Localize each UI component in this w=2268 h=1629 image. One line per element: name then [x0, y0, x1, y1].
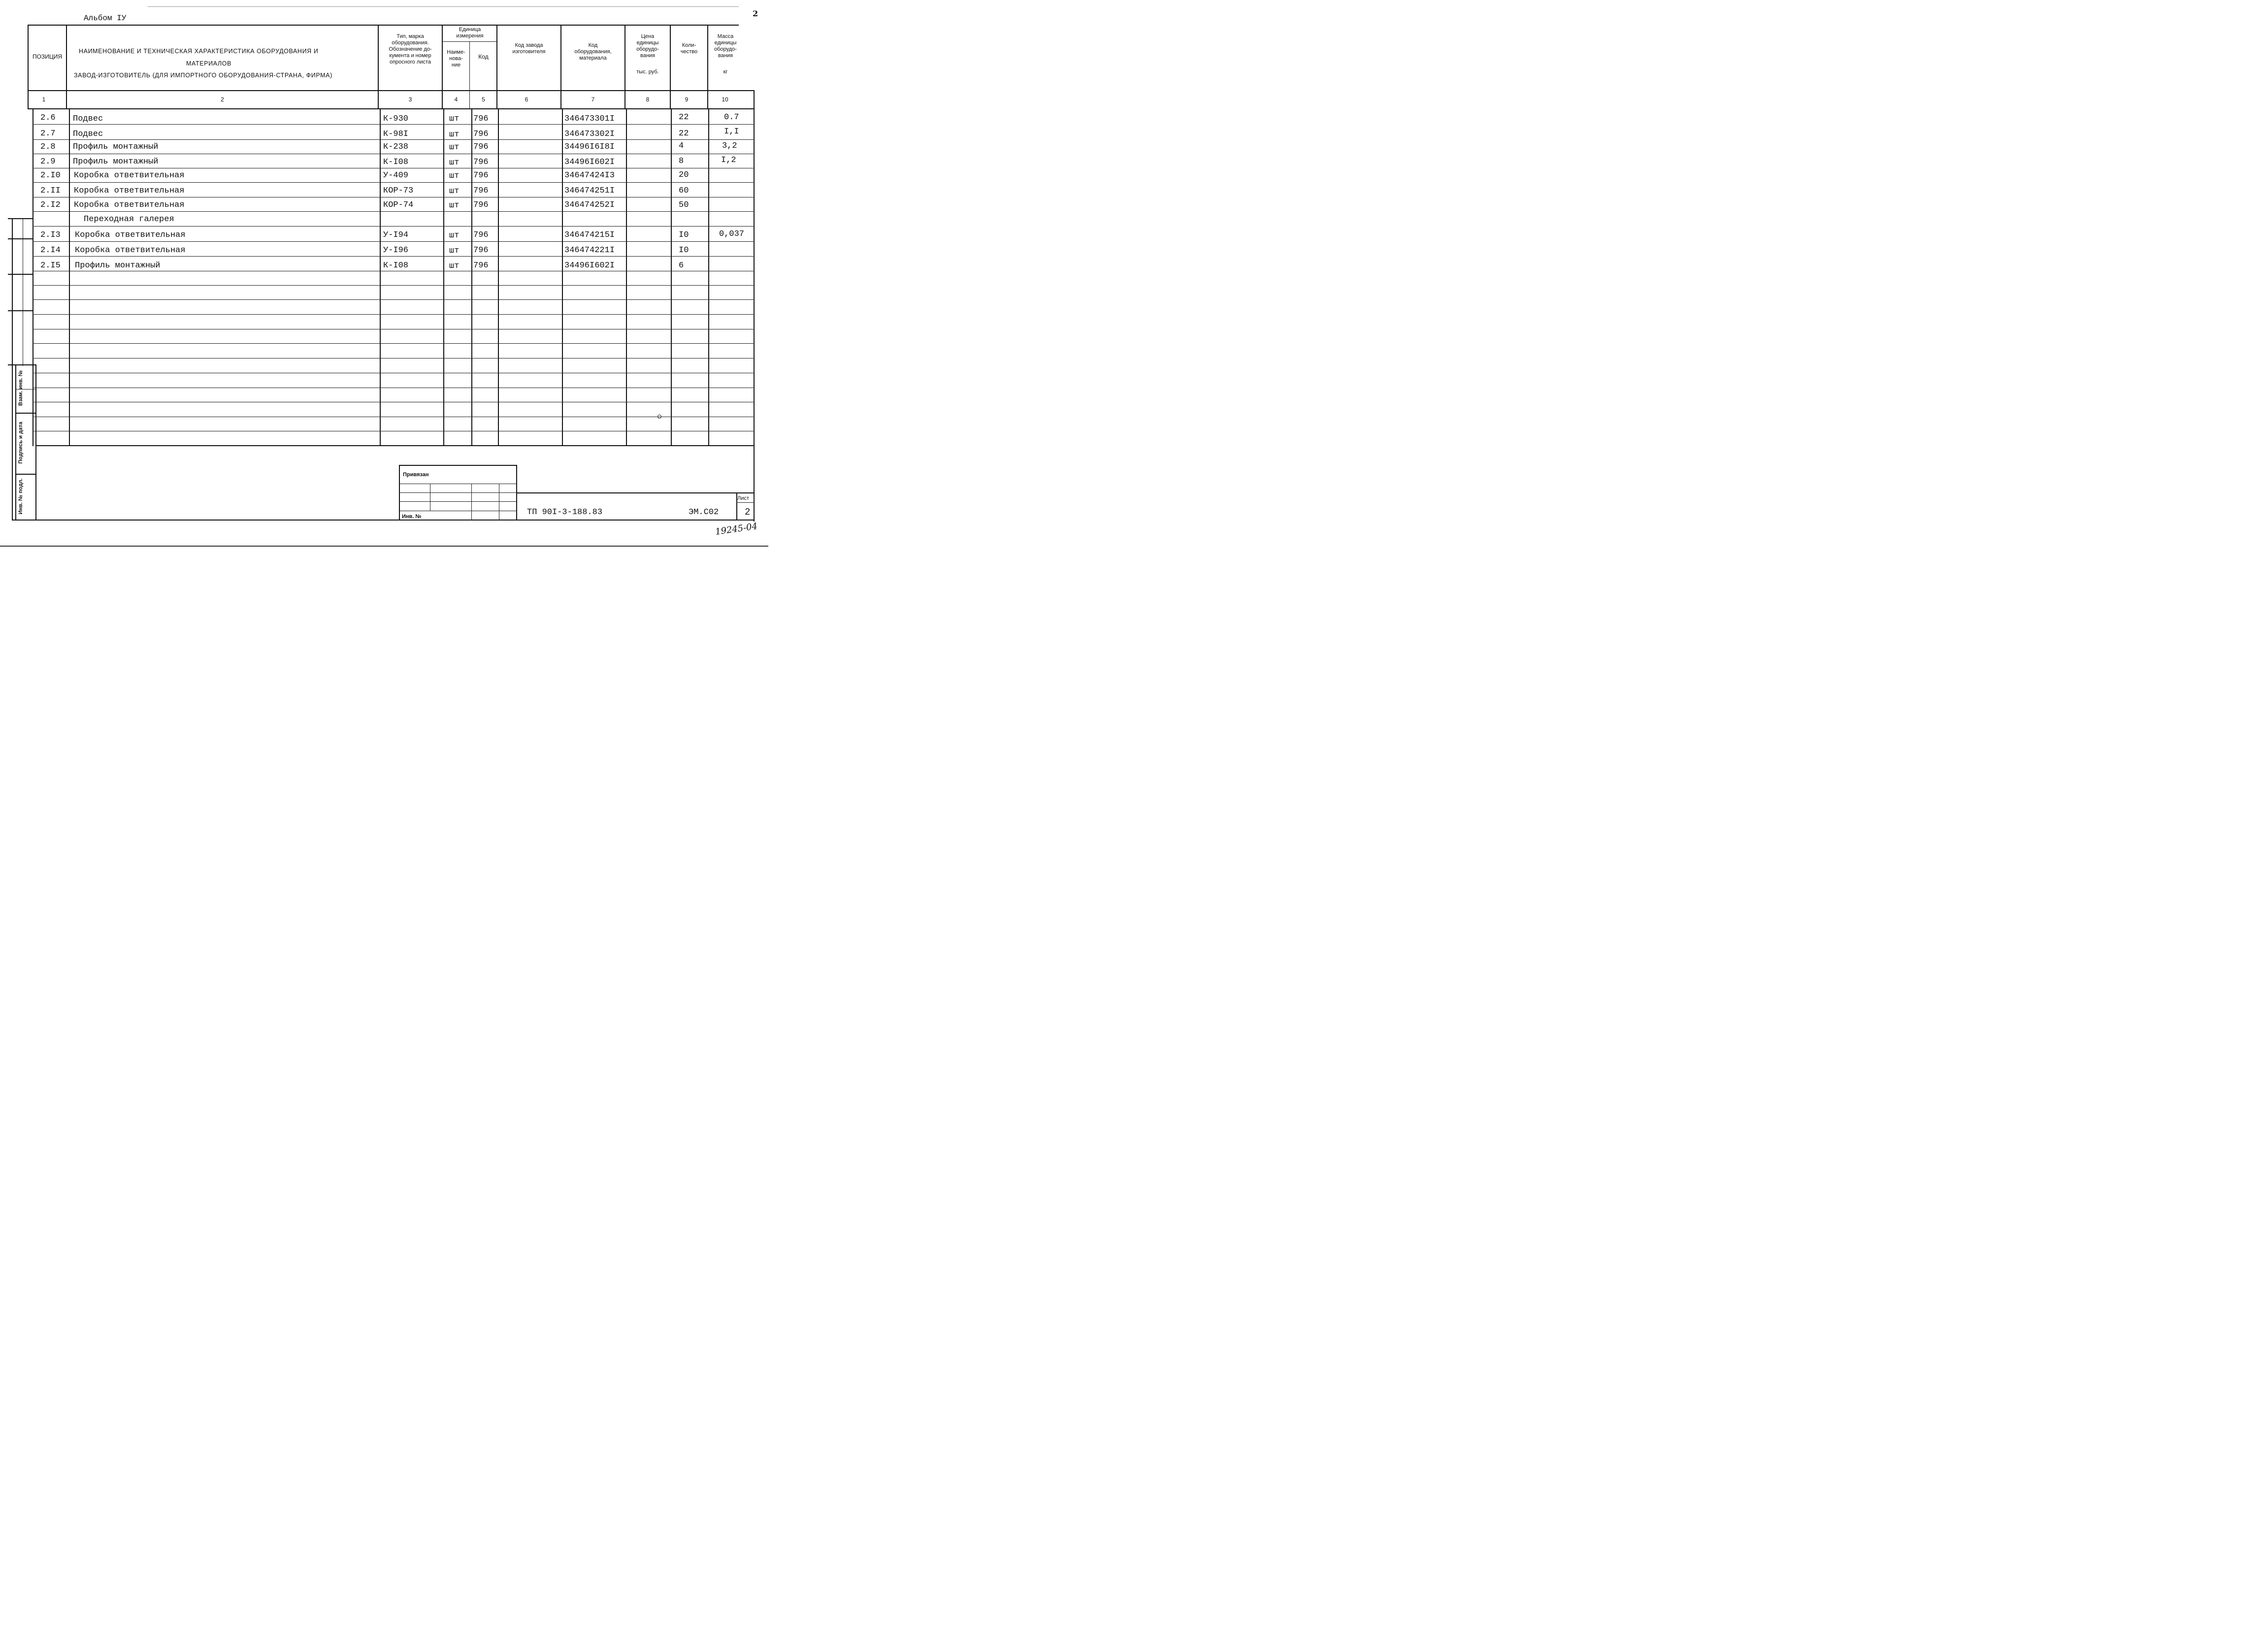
frame-right-line: [754, 90, 755, 521]
cell-type: У-I94: [383, 230, 409, 240]
header-price-line: вания: [640, 53, 655, 59]
handwritten-archive-number: 19245-04: [714, 521, 758, 537]
cell-position: 2.I4: [40, 246, 61, 255]
cell-unit: шт: [449, 187, 460, 196]
list-label: Лист: [737, 495, 749, 501]
row-line: [33, 343, 755, 344]
cell-name: Подвес: [73, 130, 103, 139]
stamp-line: [399, 465, 400, 521]
cell-position: 2.9: [40, 157, 56, 166]
header-type-line: оборудования.: [392, 40, 429, 46]
col-line-5b: [498, 108, 499, 446]
header-mass-line: оборудо-: [714, 46, 737, 52]
header-price-line: единицы: [636, 40, 659, 46]
column-number: 2: [221, 96, 224, 103]
col-line-9b: [708, 108, 709, 446]
row-line: [33, 124, 755, 125]
side-strip-line: [8, 310, 33, 311]
col-line-4b: [471, 108, 472, 446]
cell-unit: шт: [449, 246, 460, 256]
col-line-7b: [626, 108, 627, 446]
cell-equipment-code: 346474221I: [564, 246, 615, 255]
cell-position: 2.I3: [40, 230, 61, 240]
list-number: 2: [745, 507, 751, 518]
column-number: 9: [685, 96, 689, 103]
cell-unit: шт: [449, 143, 460, 152]
header-mass-unit: кг: [723, 69, 728, 75]
col-line-1b: [69, 108, 70, 446]
cell-equipment-code: 346474252I: [564, 200, 615, 210]
cell-unit-code: 796: [473, 142, 489, 152]
col-line-4: [469, 41, 470, 108]
cell-unit-code: 796: [473, 158, 489, 167]
cell-unit: шт: [449, 261, 460, 271]
header-equipment-code-line: материала: [579, 55, 607, 61]
table-bottom-line: [36, 445, 755, 446]
cell-equipment-code: 346473302I: [564, 130, 615, 139]
row-line: [33, 299, 755, 300]
col-line-2b: [380, 108, 381, 446]
cell-name: Профиль монтажный: [73, 157, 159, 166]
album-label: Альбом IУ: [84, 14, 127, 23]
cell-unit: шт: [449, 114, 460, 124]
header-qty-line: чество: [680, 49, 698, 55]
cell-position: 2.7: [40, 129, 56, 138]
cell-name: Профиль монтажный: [73, 142, 159, 152]
cell-name: Коробка ответвительная: [74, 200, 185, 210]
cell-position: 2.6: [40, 113, 56, 123]
side-strip-line: [15, 364, 16, 521]
cell-position: 2.I5: [40, 261, 61, 270]
cell-position: 2.I2: [40, 200, 61, 210]
header-name-line3: ЗАВОД-ИЗГОТОВИТЕЛЬ (ДЛЯ ИМПОРТНОГО ОБОРУДОВАНИЯ-СТРАНА, ФИРМА): [74, 72, 332, 79]
side-strip-line: [15, 413, 35, 414]
header-price-line: оборудо-: [636, 46, 659, 52]
column-number: 7: [591, 96, 595, 103]
cell-type: У-I96: [383, 246, 409, 255]
row-line: [33, 314, 755, 315]
cell-position: 2.I0: [40, 171, 61, 180]
cell-unit-code: 796: [473, 230, 489, 240]
header-mass-line: вания: [718, 53, 733, 59]
cell-type: К-I08: [383, 158, 409, 167]
cell-mass: 0.7: [724, 113, 739, 122]
cell-equipment-code: 34496I602I: [564, 158, 615, 167]
colnum-bottom-line: [28, 108, 755, 109]
cell-position: 2.II: [40, 186, 61, 195]
cell-unit-code: 796: [473, 130, 489, 139]
cell-name: Коробка ответвительная: [75, 230, 186, 240]
column-number: 10: [722, 96, 728, 103]
column-number: 6: [525, 96, 528, 103]
inv-no-label: Инв. №: [402, 514, 422, 520]
col-line-6b: [562, 108, 563, 446]
header-bottom-line: [28, 90, 755, 91]
header-price-line: Цена: [641, 33, 655, 39]
side-strip-line: [12, 520, 755, 521]
header-unit-name-line: ние: [451, 62, 461, 68]
stamp-line: [399, 465, 517, 466]
header-unit-name: [443, 49, 469, 68]
header-unit-name-line: нова-: [449, 56, 463, 62]
corner-sheet-mark: 2: [753, 9, 758, 18]
sheet-code: ЭМ.С02: [689, 508, 719, 517]
header-type-line: опросного листа: [389, 59, 431, 65]
ink-dot: [657, 415, 661, 419]
cell-unit: шт: [449, 201, 460, 210]
cell-quantity: 22: [679, 129, 689, 138]
header-price-unit: тыс. руб.: [636, 69, 659, 75]
row-line: [33, 256, 755, 257]
title-block-line: [517, 492, 755, 493]
row-line: [33, 285, 755, 286]
header-equipment-code-line: Код: [588, 42, 598, 48]
cell-name: Коробка ответвительная: [74, 171, 185, 180]
row-line: [33, 241, 755, 242]
column-number: 8: [646, 96, 650, 103]
title-block-line: [736, 502, 755, 503]
column-number: 4: [454, 96, 458, 103]
inv-podl-label: Инв. № подл.: [18, 478, 24, 515]
header-unit-code: Код: [478, 53, 489, 60]
cell-quantity: 50: [679, 200, 689, 210]
side-strip-line: [8, 238, 33, 239]
cell-mass: I,I: [724, 127, 739, 136]
cell-equipment-code: 346474251I: [564, 186, 615, 195]
header-unit-group-line: Единица: [459, 27, 481, 33]
cell-equipment-code: 34496I602I: [564, 261, 615, 270]
header-maker-code: [497, 42, 560, 55]
cell-quantity: I0: [679, 246, 689, 255]
header-unit-name-line: Наиме-: [447, 49, 465, 55]
side-strip-line: [35, 364, 36, 521]
header-type-line: кумента и номер: [389, 53, 431, 59]
privyazan-label: Привязан: [403, 472, 429, 478]
cell-equipment-code: 34496I6I8I: [564, 142, 615, 152]
cell-unit-code: 796: [473, 114, 489, 124]
bottom-border-line: [0, 546, 768, 547]
cell-quantity: 4: [679, 141, 684, 151]
header-position: ПОЗИЦИЯ: [33, 53, 62, 60]
cell-unit-code: 796: [473, 200, 489, 210]
cell-unit: шт: [449, 158, 460, 167]
cell-type: К-930: [383, 114, 409, 124]
cell-name: Коробка ответвительная: [75, 246, 186, 255]
header-type: [379, 33, 442, 65]
col-line-3b: [443, 108, 444, 446]
row-line: [33, 226, 755, 227]
stamp-line: [399, 501, 517, 502]
cell-type: КОР-73: [383, 186, 414, 195]
cell-name: Подвес: [73, 114, 103, 124]
cell-position: 2.8: [40, 142, 56, 152]
cell-type: У-409: [383, 171, 409, 180]
cell-unit-code: 796: [473, 171, 489, 180]
header-qty-line: Коли-: [682, 42, 696, 48]
column-number: 1: [42, 96, 46, 103]
stamp-line: [471, 484, 472, 521]
cell-quantity: I0: [679, 230, 689, 240]
side-strip-line: [8, 274, 33, 275]
cell-quantity: 6: [679, 261, 684, 270]
cell-equipment-code: 34647424I3: [564, 171, 615, 180]
header-maker-code-line: изготовителя: [512, 49, 546, 55]
header-mass-line: единицы: [714, 40, 737, 46]
cell-mass: 0,037: [719, 229, 745, 239]
cell-unit-code: 796: [473, 186, 489, 195]
stamp-line: [399, 492, 517, 493]
cell-type: К-98I: [383, 130, 409, 139]
cell-unit: шт: [449, 171, 460, 181]
header-unit-group: [443, 27, 497, 39]
cell-quantity: 60: [679, 186, 689, 195]
header-maker-code-line: Код завода: [515, 42, 543, 48]
vzam-inv-label: Взам. инв. №: [18, 370, 24, 406]
cell-mass: I,2: [721, 156, 736, 165]
header-type-line: Тип, марка: [396, 33, 424, 39]
cell-quantity: 22: [679, 113, 689, 122]
cell-unit: шт: [449, 231, 460, 240]
cell-unit-code: 796: [473, 261, 489, 270]
header-equipment-code: [561, 42, 625, 62]
cell-type: К-238: [383, 142, 409, 152]
cell-unit-code: 796: [473, 246, 489, 255]
cell-name: Коробка ответвительная: [74, 186, 185, 195]
header-mass: [708, 33, 743, 59]
cell-type: К-I08: [383, 261, 409, 270]
side-strip-line: [8, 218, 33, 219]
cell-quantity: 20: [679, 170, 689, 180]
header-equipment-code-line: оборудования,: [574, 49, 612, 55]
row-line: [33, 139, 755, 140]
podpis-data-label: Подпись и дата: [18, 422, 24, 464]
header-type-line: Обозначение до-: [389, 46, 432, 52]
column-number: 5: [482, 96, 485, 103]
cell-mass: 3,2: [722, 141, 737, 151]
table-top-line: [28, 25, 739, 26]
top-border-line: [148, 6, 739, 7]
cell-name: Профиль монтажный: [75, 261, 161, 270]
cell-equipment-code: 346474215I: [564, 230, 615, 240]
row-line: [33, 211, 755, 212]
cell-unit: шт: [449, 130, 460, 139]
side-strip-line: [12, 218, 13, 521]
header-name-line2: МАТЕРИАЛОВ: [186, 60, 231, 67]
cell-equipment-code: 346473301I: [564, 114, 615, 124]
cell-quantity: 8: [679, 157, 684, 166]
project-code: ТП 90I-3-188.83: [527, 508, 603, 517]
header-qty: [671, 42, 707, 55]
header-name-line1: НАИМЕНОВАНИЕ И ТЕХНИЧЕСКАЯ ХАРАКТЕРИСТИКА ОБОРУДОВАНИЯ И: [79, 48, 319, 55]
header-mass-line: Масса: [717, 33, 734, 39]
row-line: [33, 182, 755, 183]
column-number: 3: [408, 96, 412, 103]
header-price: [625, 33, 670, 59]
section-title: Переходная галерея: [84, 215, 174, 224]
cell-type: КОР-74: [383, 200, 414, 210]
header-unit-group-line: измерения: [456, 33, 484, 39]
col-line-8b: [671, 108, 672, 446]
